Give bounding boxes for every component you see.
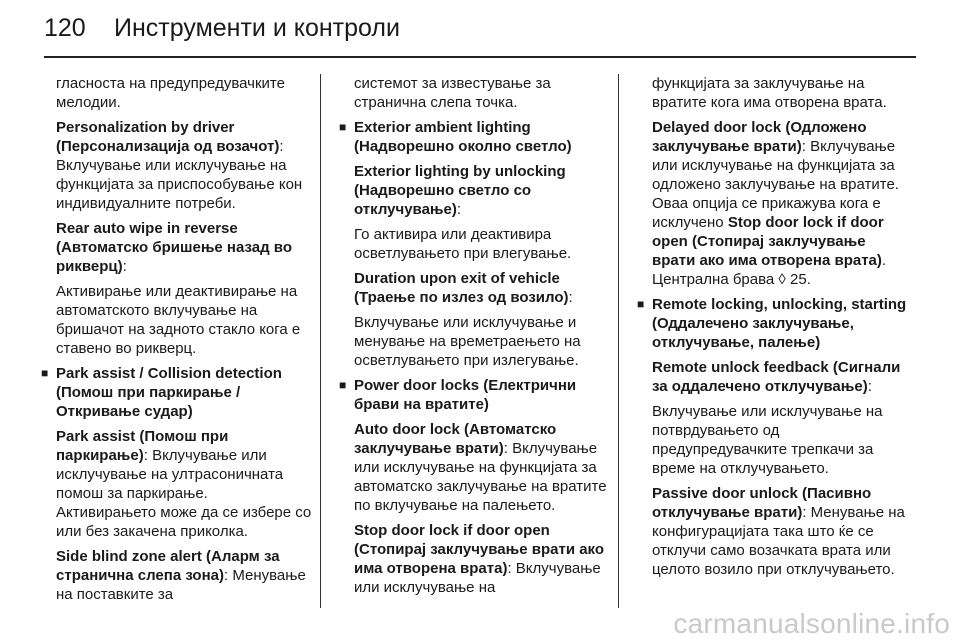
paragraph: Вклучување или исклучување и менување на времетраењето на осветлувањето при излегување.	[354, 314, 581, 369]
page-number: 120	[44, 14, 86, 42]
column-divider	[618, 74, 619, 608]
option-name: Personalization by driver (Персонализација од возачот)	[56, 119, 280, 155]
page-reference: 25.	[785, 271, 811, 288]
option-description: : Вклучување или исклучување на	[354, 560, 601, 596]
option-description: : Вклучување или исклучување на функцијата за приспособување кон индивидуалните потреби.	[56, 138, 303, 212]
colon: :	[867, 378, 872, 395]
column-1	[56, 74, 312, 610]
section-heading: Park assist / Collision detection (Помош при паркирање / Откривање судар)	[56, 365, 282, 420]
option-name: Duration upon exit of vehicle (Траење по излез од возило)	[354, 270, 569, 306]
header-rule	[44, 56, 916, 58]
colon: :	[122, 258, 127, 275]
colon: :	[456, 201, 462, 218]
column-divider	[320, 74, 321, 608]
paragraph: Активирање или деактивирање на автоматското вклучување на бришачот на задното стакло кога е ставено во рикверц.	[56, 283, 301, 357]
option-description: : Менување на поставките за	[56, 567, 306, 603]
column-3	[652, 74, 910, 585]
paragraph	[354, 521, 610, 597]
paragraph	[56, 427, 312, 541]
page-reference-icon: ◊	[778, 271, 786, 288]
option-name: Exterior lighting by unlocking (Надворешно светло со отклучување)	[354, 163, 566, 218]
paragraph	[354, 269, 610, 307]
paragraph	[56, 118, 312, 213]
paragraph	[354, 162, 610, 219]
colon: :	[568, 289, 573, 306]
paragraph	[652, 484, 910, 579]
section-heading: Remote locking, unlocking, starting (Оддалечено заклучување, отклучување, палење)	[652, 296, 907, 351]
section-heading: Power door locks (Електрични брави на вратите)	[354, 377, 577, 413]
paragraph: Го активира или деактивира осветлувањето при влегување.	[354, 226, 572, 262]
option-name: Passive door unlock (Пасивно отклучување врати)	[652, 485, 872, 521]
paragraph	[652, 118, 910, 289]
paragraph: функцијата за заклучување на вратите кога има отворена врата.	[652, 75, 887, 111]
option-description: : Вклучување или исклучување на ултрасоничната помош за паркирање. Активирањето може да се избере со или без закачена приколка.	[56, 447, 312, 540]
bullet-heading	[354, 376, 610, 414]
bullet-heading	[56, 364, 312, 421]
bullet-heading	[652, 295, 910, 352]
option-description: : Вклучување или исклучување на функцијата за одложено заклучување на вратите. Оваа опција се прикажува кога е исклучено	[652, 138, 899, 231]
option-description: : Менување на конфигурацијата така што ќе се отклучи само возачката врата или целото возило при отклучувањето.	[652, 504, 905, 578]
paragraph	[652, 358, 910, 396]
option-name: Rear auto wipe in reverse (Автоматско бришење назад во рикверц)	[56, 220, 292, 275]
option-name: Side blind zone alert (Аларм за странична слепа зона)	[56, 548, 280, 584]
option-name: Remote unlock feedback (Сигнали за оддалечено отклучување)	[652, 359, 901, 395]
page-header	[44, 14, 400, 43]
paragraph: гласноста на предупредувачките мелодии.	[56, 75, 285, 111]
paragraph	[56, 219, 312, 276]
paragraph: системот за известување за странична слепа точка.	[354, 75, 551, 111]
column-2	[354, 74, 610, 603]
section-heading: Exterior ambient lighting (Надворешно околно светло)	[354, 119, 572, 155]
option-name: Stop door lock if door open (Стопирај заклучување врати ако има отворена врата)	[354, 522, 605, 577]
option-name: Delayed door lock (Одложено заклучување врати)	[652, 119, 867, 155]
option-name: Stop door lock if door open (Стопирај заклучување врати ако има отворена врата)	[652, 214, 884, 269]
paragraph	[354, 420, 610, 515]
option-description: : Вклучување или исклучување на функцијата за автоматско заклучување на вратите по вклучување на палењето.	[354, 440, 607, 514]
page-title: Инструменти и контроли	[114, 14, 400, 42]
option-name: Auto door lock (Автоматско заклучување врати)	[354, 421, 557, 457]
option-name: Park assist (Помош при паркирање)	[56, 428, 229, 464]
option-description: . Централна брава	[652, 252, 887, 288]
paragraph: Вклучување или исклучување на потврдувањето од предупредувачките трепкачи за време на отклучувањето.	[652, 403, 883, 477]
bullet-heading	[354, 118, 610, 156]
paragraph	[56, 547, 312, 604]
watermark: carmanualsonline.info	[673, 608, 950, 639]
